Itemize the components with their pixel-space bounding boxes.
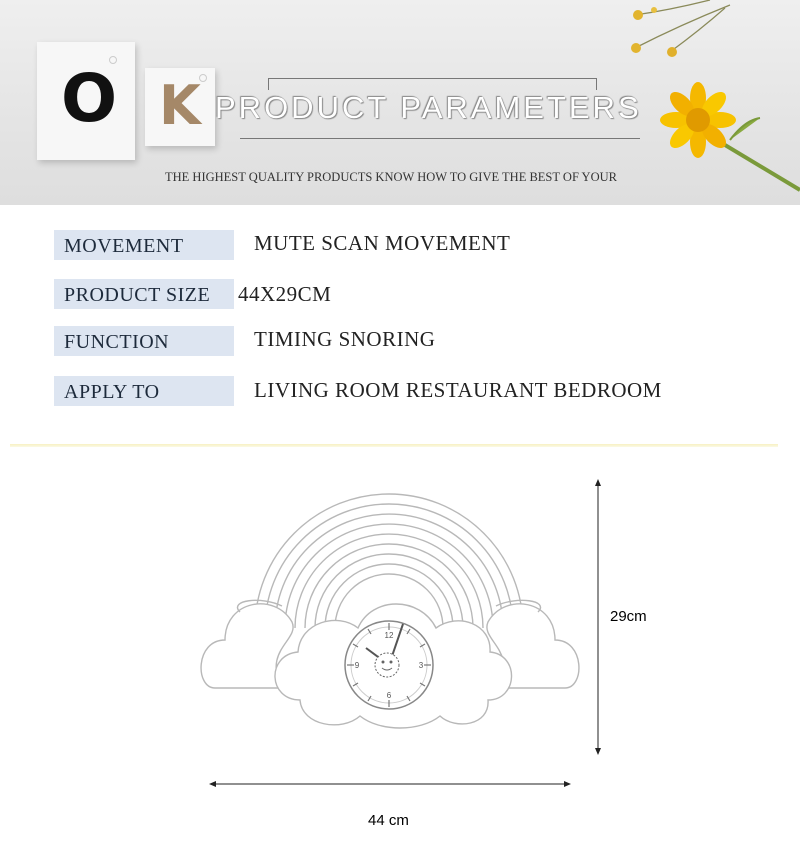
clock-numeral-6: 6 <box>386 691 392 700</box>
card-dot <box>199 74 207 82</box>
title-frame-top <box>268 78 596 79</box>
param-label: PRODUCT SIZE <box>54 279 234 309</box>
card-dot <box>109 56 117 64</box>
param-label: MOVEMENT <box>54 230 234 260</box>
param-value: 44X29CM <box>238 282 332 306</box>
sun-face-icon <box>375 653 399 677</box>
clock-numeral-3: 3 <box>418 661 424 670</box>
letter-card-k <box>145 68 215 146</box>
param-value: TIMING SNORING <box>254 327 436 351</box>
letter-card-o <box>37 42 135 160</box>
clock-face-icon <box>345 621 433 709</box>
title-frame-left <box>268 78 269 90</box>
card-letter: O <box>61 60 118 137</box>
param-value: LIVING ROOM RESTAURANT BEDROOM <box>254 378 662 402</box>
banner-subtitle: THE HIGHEST QUALITY PRODUCTS KNOW HOW TO GIVE THE BEST OF YOUR <box>165 170 617 184</box>
card-letter: K <box>159 74 201 137</box>
dried-flower-icon <box>620 0 740 70</box>
clock-numeral-9: 9 <box>354 661 360 670</box>
title-frame-right <box>596 78 597 90</box>
height-label: 29cm <box>610 608 647 625</box>
sunflower-icon <box>650 80 800 205</box>
param-value: MUTE SCAN MOVEMENT <box>254 231 511 255</box>
clock-numeral-12: 12 <box>384 631 394 640</box>
param-label: FUNCTION <box>54 326 234 356</box>
header-banner <box>0 0 800 205</box>
product-diagram <box>0 450 800 844</box>
title-frame-bottom <box>240 138 640 139</box>
banner-title: PRODUCT PARAMETERS <box>215 90 642 125</box>
section-divider <box>10 444 778 447</box>
width-label: 44 cm <box>368 812 409 829</box>
param-label: APPLY TO <box>54 376 234 406</box>
